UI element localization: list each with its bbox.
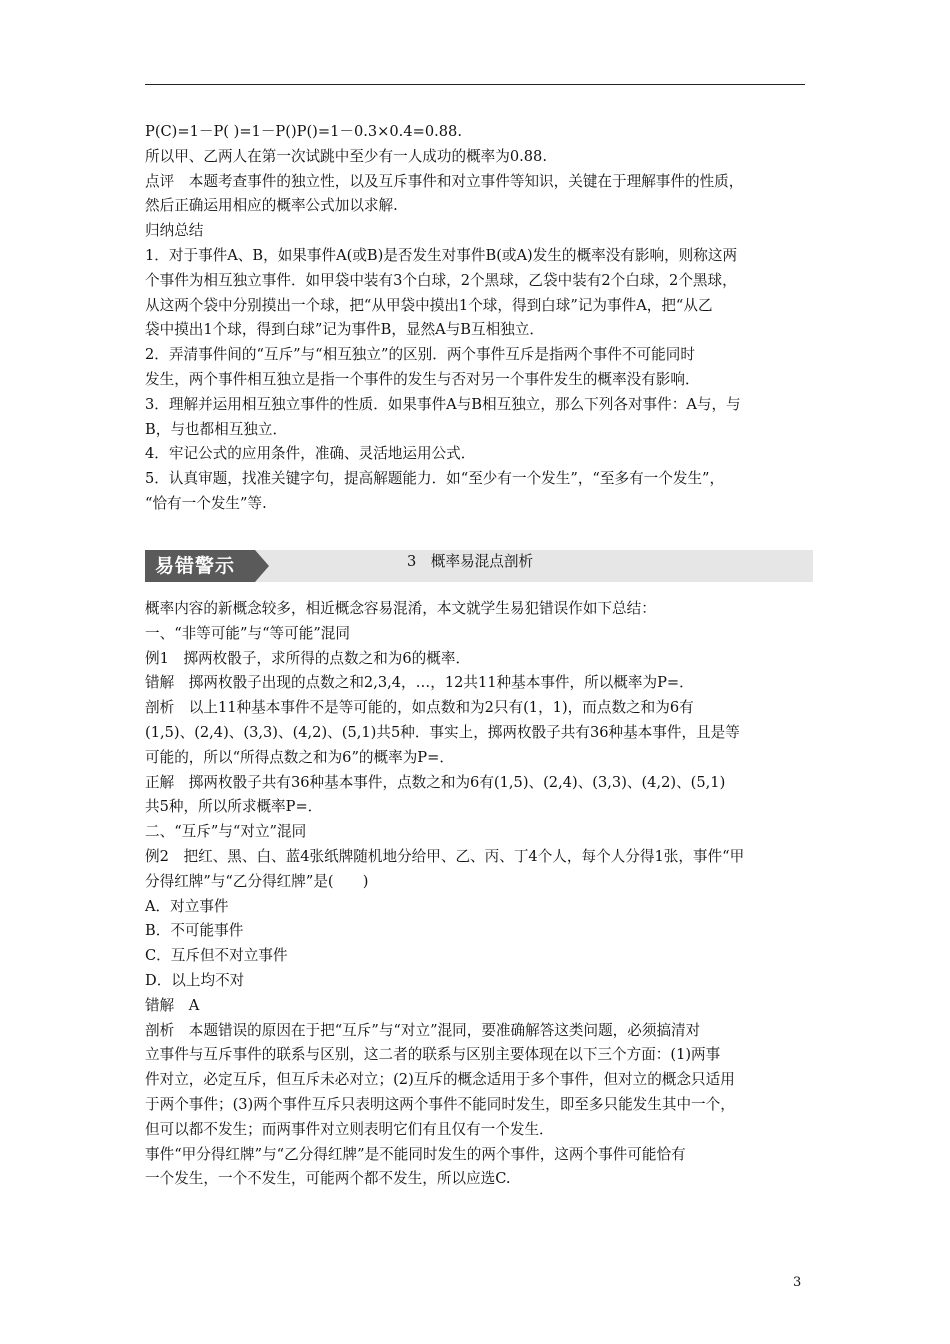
header-rule [145, 84, 805, 85]
text-line: 错解 掷两枚骰子出现的点数之和2,3,4，…，12共11种基本事件，所以概率为P=． [145, 674, 694, 692]
text-line: 件对立，必定互斥，但互斥未必对立；(2)互斥的概念适用于多个事件，但对立的概念只适用 [145, 1071, 735, 1089]
option-line: D．以上均不对 [145, 971, 245, 989]
text-line: 点评 本题考查事件的独立性，以及互斥事件和对立事件等知识，关键在于理解事件的性质， [145, 172, 744, 190]
text-line: 正解 掷两枚骰子共有36种基本事件，点数之和为6有(1,5)、(2,4)、(3,3)、(4,2)、(5,1) [145, 773, 726, 791]
text-line: 立事件与互斥事件的联系与区别，这二者的联系与区别主要体现在以下三个方面：(1)两事 [145, 1046, 721, 1064]
text-line: 所以甲、乙两人在第一次试跳中至少有一人成功的概率为0.88. [145, 147, 547, 165]
text-line: 于两个事件；(3)两个事件互斥只表明这两个事件不能同时发生，即至多只能发生其中一个， [145, 1095, 735, 1113]
text-line: P(C)=1－P( )=1－P()P()=1－0.3×0.4=0.88. [145, 123, 462, 140]
banner-title: 3 概率易混点剖析 [407, 553, 534, 570]
text-line: 但可以都不发生；而两事件对立则表明它们有且仅有一个发生． [145, 1120, 554, 1138]
text-line: 例1 掷两枚骰子，求所得的点数之和为6的概率． [145, 649, 471, 667]
text-block-analysis [145, 597, 811, 1192]
text-line: (1,5)、(2,4)、(3,3)、(4,2)、(5,1)共5种．事实上，掷两枚骰子共有36种基本事件，且是等 [145, 723, 740, 741]
text-line: 事件“甲分得红牌”与“乙分得红牌”是不能同时发生的两个事件，这两个事件可能恰有 [145, 1145, 686, 1163]
text-line: 4．牢记公式的应用条件，准确、灵活地运用公式． [145, 445, 476, 463]
text-line: 2．弄清事件间的“互斥”与“相互独立”的区别．两个事件互斥是指两个事件不可能同时 [145, 346, 695, 364]
text-line: 例2 把红、黑、白、蓝4张纸牌随机地分给甲、乙、丙、丁4个人，每个人分得1张，事件“甲 [145, 847, 745, 865]
text-line: 然后正确运用相应的概率公式加以求解. [145, 197, 398, 215]
text-line: 个事件为相互独立事件．如甲袋中装有3个白球，2个黑球，乙袋中装有2个白球，2个黑球， [145, 271, 737, 289]
section-heading: 归纳总结 [145, 222, 204, 240]
text-line: 1．对于事件A、B，如果事件A(或B)是否发生对事件B(或A)发生的概率没有影响，则称这两 [145, 246, 738, 264]
text-line: 一个发生，一个不发生，可能两个都不发生，所以应选C. [145, 1170, 511, 1188]
option-line: B．不可能事件 [145, 922, 244, 940]
text-line: 错解 A [145, 996, 200, 1014]
text-line: “恰有一个发生”等. [145, 494, 267, 512]
text-line: 分得红牌”与“乙分得红牌”是( ) [145, 872, 369, 890]
section-heading: 二、“互斥”与“对立”混同 [145, 823, 307, 841]
text-line: 5．认真审题，找准关键字句，提高解题能力．如“至少有一个发生”，“至多有一个发生”， [145, 470, 725, 488]
text-line: 袋中摸出1个球，得到白球”记为事件B，显然A与B互相独立． [145, 321, 544, 339]
text-line: 发生，两个事件相互独立是指一个事件的发生与否对另一个事件发生的概率没有影响． [145, 370, 700, 388]
text-line: B，与也都相互独立． [145, 420, 288, 438]
banner-tag-label: 易错警示 [155, 555, 236, 577]
text-line: 3．理解并运用相互独立事件的性质．如果事件A与B相互独立，那么下列各对事件：A与，与 [145, 395, 741, 413]
text-line: 概率内容的新概念较多，相近概念容易混淆，本文就学生易犯错误作如下总结： [145, 600, 656, 617]
text-line: 剖析 以上11种基本事件不是等可能的，如点数和为2只有(1，1)，而点数之和为6有 [145, 699, 694, 717]
section-banner [145, 550, 813, 582]
page-number: 3 [793, 1275, 802, 1290]
text-line: 从这两个袋中分别摸出一个球，把“从甲袋中摸出1个球，得到白球”记为事件A，把“从乙 [145, 296, 713, 314]
text-line: 剖析 本题错误的原因在于把“互斥”与“对立”混同，要准确解答这类问题，必须搞清对 [145, 1021, 701, 1039]
text-block-summary [145, 120, 811, 517]
option-line: A．对立事件 [145, 897, 229, 915]
section-heading: 一、“非等可能”与“等可能”混同 [145, 624, 350, 642]
option-line: C．互斥但不对立事件 [145, 947, 288, 965]
text-line: 共5种，所以所求概率P=． [145, 798, 323, 816]
text-line: 可能的，所以“所得点数之和为6”的概率为P=． [145, 748, 454, 766]
